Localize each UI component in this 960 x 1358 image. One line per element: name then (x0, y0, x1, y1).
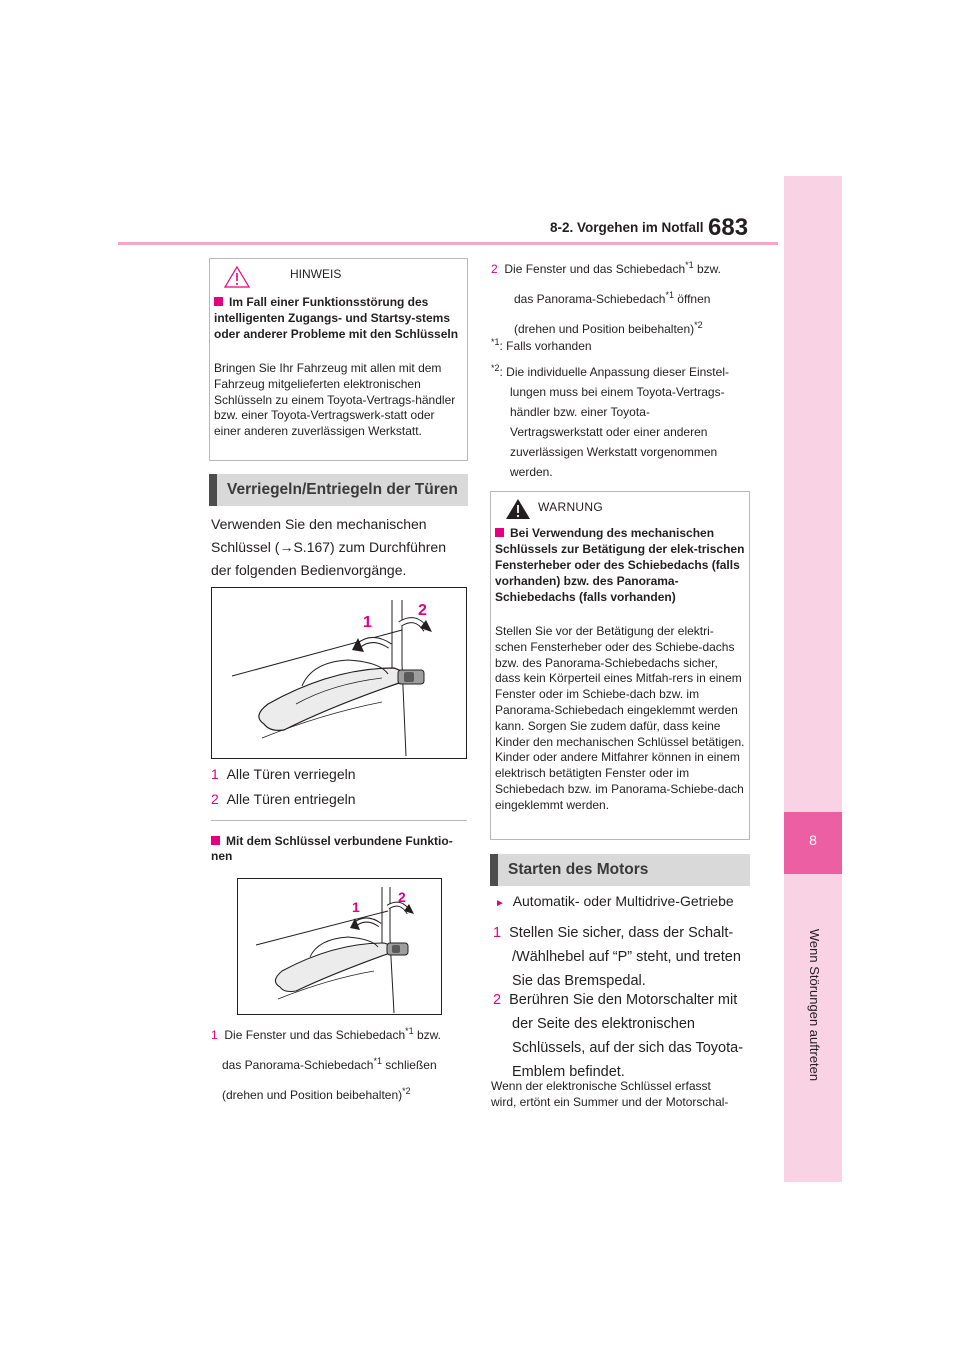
function-close: 1 Die Fenster und das Schiebedach$^{*1}$ bzw. das Panorama-Schiebedach$^{*1}$ schließen (drehen und Position beibehalten)$^{*2}$ (211, 1026, 442, 1102)
figure2-label-2: 2 (398, 889, 406, 905)
page-number: 683 (708, 214, 749, 241)
figure1-label-2: 2 (418, 602, 427, 619)
hinweis-box (209, 258, 468, 461)
section-header: 8-2. Vorgehen im Notfall (550, 220, 704, 235)
pink-square-icon (495, 528, 504, 537)
intro-line-1: Verwenden Sie den mechanischen (211, 516, 427, 532)
step-unlock: 2 Alle Türen entriegeln (211, 791, 356, 807)
warnung-heading: WARNUNG (538, 500, 603, 514)
section-heading-doors-text: Verriegeln/Entriegeln der Türen (227, 481, 458, 498)
warnung-box (490, 491, 750, 840)
header-rule (118, 242, 778, 245)
chapter-number: 8 (809, 832, 817, 848)
engine-step-1: 1 Stellen Sie sicher, dass der Schalt- /Wählhebel auf “P” steht, und treten Sie das Bremspedal. (493, 925, 741, 989)
figure2-label-1: 1 (352, 899, 360, 915)
divider (211, 820, 467, 821)
footnotes: $^{*1}$: Falls vorhanden $^{*2}$: Die individuelle Anpassung dieser Einstel- lungen muss bei einem Toyota-Vertrags- händler bzw. einer Toyota- Vertragswerkstatt oder einer anderen zuverlässigen Werkstatt vorgenommen werden. (491, 332, 756, 482)
triangle-bullet-icon: ► (495, 898, 505, 909)
warning-triangle-outline-icon (224, 266, 250, 288)
door-handle-illustration-1 (212, 588, 466, 758)
lock-steps (211, 762, 471, 812)
pink-square-icon (211, 836, 220, 845)
chapter-label: Wenn Störungen auftreten (807, 928, 822, 1082)
door-handle-figure-1 (211, 587, 467, 759)
warnung-title: Bei Verwendung des mechanischen Schlüssels zur Betätigung der elek-trischen Fensterheber oder des Schiebedachs (falls vorhanden) bzw. des Panorama-Schiebedachs (falls vorhanden) (495, 526, 745, 604)
pink-square-icon (214, 297, 223, 306)
section-heading-doors (209, 474, 468, 506)
warnung-body: Stellen Sie vor der Betätigung der elektri-schen Fensterheber oder des Schiebe-dachs bzw. des Panorama-Schiebedachs sicher, dass kein Körperteil eines Mitfah-rers in einem Fenster oder im Schiebe-dach bzw. im Panorama-Schiebedach eingeklemmt werden kann. Sorgen Sie zudem dafür, dass keine Kinder den mechanischen Schlüssel betätigen. Kinder oder andere Mitfahrer können in einem elektrisch betätigten Fenster oder im Schiebedach bzw. im Panorama-Schiebe-dach eingeklemmt werden. (495, 624, 745, 812)
engine-step-2: 2 Berühren Sie den Motorschalter mit der Seite des elektronischen Schlüssels, auf der sich das Toyota- Emblem befindet. (493, 992, 744, 1080)
intro-text (211, 513, 471, 582)
hinweis-title-text: Im Fall einer Funktionsstörung des intelligenten Zugangs- und Startsy-stems oder anderer Probleme mit den Schlüsseln (214, 295, 459, 341)
step-lock: 1 Alle Türen verriegeln (211, 766, 356, 782)
footnote-2: $^{*2}$: Die individuelle Anpassung dieser Einstel- (491, 363, 729, 379)
intro-line-2: Schlüssel (→S.167) zum Durchführen (211, 539, 446, 555)
hinweis-title (214, 294, 464, 342)
warning-triangle-filled-icon (505, 498, 531, 520)
function-open: 2 Die Fenster und das Schiebedach$^{*1}$ bzw. das Panorama-Schiebedach$^{*1}$ öffnen (drehen und Position beibehalten)$^{*2}$ (491, 260, 722, 336)
hinweis-body: Bringen Sie Ihr Fahrzeug mit allen mit dem Fahrzeug mitgelieferten elektronischen Schlüsseln zu einem Toyota-Vertrags-händler bzw. einer Toyota-Vertragswerk-statt oder einer anderen zuverlässigen Werkstatt. (214, 361, 456, 439)
intro-line-3: der folgenden Bedienvorgänge. (211, 562, 407, 578)
section-heading-engine (490, 854, 750, 886)
transmission-bullet: ► Automatik- oder Multidrive-Getriebe (495, 893, 734, 909)
engine-note: Wenn der elektronische Schlüssel erfasst wird, ertönt ein Summer und der Motorschal- (491, 1079, 729, 1109)
section-heading-engine-text: Starten des Motors (508, 861, 649, 878)
door-handle-figure-2 (237, 878, 442, 1015)
door-handle-illustration-2 (238, 879, 441, 1014)
page-ref-arrow: → (279, 539, 294, 555)
key-functions-subheading: Mit dem Schlüssel verbundene Funktio-nen (211, 834, 453, 863)
figure1-label-1: 1 (363, 614, 372, 631)
hinweis-heading: HINWEIS (290, 267, 342, 281)
footnote-1: $^{*1}$: Falls vorhanden (491, 337, 592, 353)
